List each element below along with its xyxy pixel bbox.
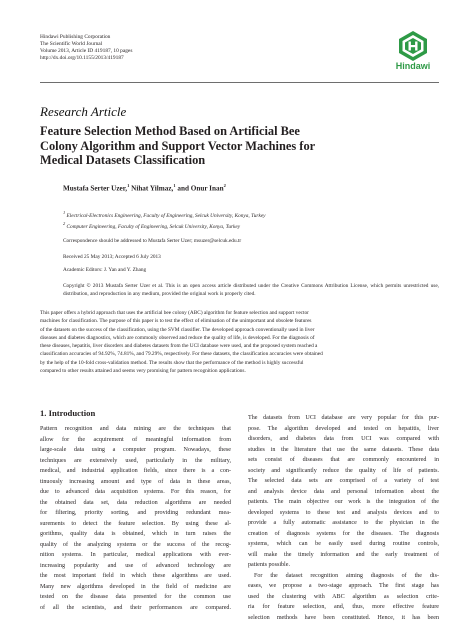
hindawi-logo-text: Hindawi (395, 61, 431, 71)
affiliations (63, 209, 266, 231)
abstract (40, 309, 439, 375)
author-affil-mark: 2 (223, 183, 226, 188)
title-line: Colony Algorithm and Support Vector Machines for (40, 138, 316, 153)
author-list (63, 183, 226, 192)
copyright-notice: Copyright © 2013 Mustafa Serter Uzer et al. This is an open access article distributed under the Creative Commons Attribution License, which permits unrestricted use, distribution, and reproduction in any medium, provided the original work is properly cited. (63, 283, 439, 297)
body-line: and analysis device data and personal information about the (248, 488, 439, 495)
body-line: allow for the acquirement of meaningful information from (40, 436, 231, 443)
body-line: large-scale data using a computer program. Nowadays, these (40, 447, 231, 453)
body-line: systems, which can be easily used during routine controls, (248, 541, 439, 547)
body-line: will make the timely information and the early treatment of (248, 551, 439, 558)
academic-editors: Academic Editors: J. Yan and Y. Zhang (63, 267, 147, 273)
body-line: of all the scientists, and their performances are compared. (40, 604, 231, 611)
affiliation-mark: 2 (63, 220, 66, 226)
article-type: Research Article (40, 104, 127, 119)
body-line: sets consist of diseases that are commonly encountered in (248, 457, 439, 463)
affiliation-line (63, 209, 266, 220)
abstract-line: of the datasets on the success of the classification, using the SVM classifier. The developed approach conventionally used in liver (40, 326, 315, 333)
abstract-line: these diseases, hepatitis, liver disorders and diabetes datasets from the UCI database were used, and the proposed system reached a (40, 343, 318, 350)
author-name: Nihat Yilmaz, (129, 184, 174, 193)
affiliation-line (63, 220, 266, 231)
body-line: ria for feature selection, and, thus, more effective feature (248, 604, 439, 610)
title-line: Feature Selection Method Based on Artificial Bee (40, 124, 300, 138)
body-line: tinuously increasing amount and type of data in these areas, (40, 478, 231, 485)
body-line: eases, we propose a two-stage approach. The first stage has (248, 583, 439, 589)
correspondence: Correspondence should be addressed to Mustafa Serter Uzer; msuzer@selcuk.edu.tr (63, 238, 242, 244)
author-affil-mark: 1 (173, 183, 176, 188)
body-line: the most important field in which these algorithms are used. (40, 573, 231, 579)
abstract-line: diseases and diabetes diagnostics, which are commonly observed and reduce the quality of life, is developed. For the diagnosis of (40, 334, 315, 341)
body-line: nition systems. In particular, medical applications with ever- (40, 552, 231, 558)
volume-info: Volume 2013, Article ID 419187, 10 pages (40, 48, 133, 54)
body-line: creation of diagnosis systems for the diseases. The diagnosis (248, 530, 439, 537)
body-line: techniques are extensively used, particularly in the military, (40, 457, 231, 464)
hindawi-logo (387, 30, 439, 71)
header-divider (40, 82, 439, 83)
author-name: and Onur Inan (175, 184, 224, 193)
received-accepted-dates: Received 25 May 2013; Accepted 6 July 2013 (63, 254, 161, 260)
body-line: For the dataset recognition aiming diagnosis of the dis- (254, 572, 439, 579)
body-line: medical, and industrial application fields, since there is a con- (40, 468, 231, 474)
body-line: surements to detect the feature selection. By using these al- (40, 520, 231, 527)
body-line: disorders, and diabetes data from UCI was compared with (248, 436, 439, 442)
author-name: Mustafa Serter Uzer, (63, 184, 128, 193)
body-line: The datasets from UCI database are very popular for this pur- (248, 415, 439, 421)
section-heading: 1. Introduction (40, 408, 96, 418)
abstract-line: by the help of the 10-fold cross-validation method. The results show that the performance of the method is highly successful (40, 359, 304, 366)
body-line: the obtained data set, data reduction algorithms are needed (40, 499, 231, 506)
body-line: developed systems to these test and analysis devices and to (248, 509, 439, 516)
affiliation-mark: 1 (63, 210, 66, 215)
body-line: Many new algorithms developed in the field of medicine are (40, 583, 231, 590)
body-line: due to advanced data acquisition systems. For this reason, for (40, 489, 231, 495)
abstract-line: This paper offers a hybrid approach that uses the artificial bee colony (ABC) algorithm for feature selection and support vector (40, 310, 309, 316)
doi-link[interactable]: http://dx.doi.org/10.1155/2013/419187 (40, 55, 124, 61)
publisher-name: Hindawi Publishing Corporation (40, 34, 111, 40)
body-line: studies in the literature that use the same datasets. These data (248, 446, 439, 453)
journal-name: The Scientific World Journal (40, 41, 103, 47)
body-line: increasing popularity and use of advanced technology are (40, 562, 231, 569)
body-line: pose. The algorithm developed and tested on hepatitis, liver (248, 425, 439, 432)
abstract-line: machines for classification. The purpose of this paper is to test the effect of elimination of the unimportant and obsolete features (40, 318, 312, 325)
body-line: quality of the analyzing systems or the success of the recog- (40, 541, 231, 548)
affiliation-text: Computer Engineering, Faculty of Engineering, Selcuk University, Konya, Turkey (65, 223, 241, 230)
left-column (40, 424, 231, 613)
body-line: provide a fully automatic assistance to the physician in the (248, 520, 439, 526)
body-line: The selected data sets are comprised of a variety of test (248, 478, 439, 484)
body-line: patients possible. (248, 562, 290, 568)
body-line: tested on the disease data presented for the common use (40, 594, 231, 600)
body-line: patients. The main objective our work is the integration of the (248, 499, 439, 505)
body-line: selection methods have been constituted. Hence, it has been (248, 614, 439, 621)
body-line: gorithms, quality data is obtained, which in turn raises the (40, 531, 231, 537)
paper-title (40, 124, 400, 168)
title-line: Medical Datasets Classification (40, 153, 206, 168)
abstract-line: compared to other results attained and seems very promising for pattern recognition applications. (40, 368, 246, 375)
body-line: used the clustering with ABC algorithm as selection crite- (248, 593, 439, 600)
right-column (248, 413, 439, 623)
body-line: society and significantly reduce the quality of life of patients. (248, 467, 439, 474)
body-line: Pattern recognition and data mining are the techniques that (40, 426, 231, 432)
publisher-info (40, 34, 132, 62)
body-line: for filtering, priority sorting, and providing redundant mea- (40, 510, 231, 516)
hindawi-logo-icon (396, 30, 430, 62)
affiliation-text: Electrical-Electronics Engineering, Faculty of Engineering, Selcuk University, Konya, Turkey (65, 212, 266, 219)
author-affil-mark: 1 (127, 183, 130, 188)
abstract-line: classification accuracies of 94.92%, 74.81%, and 79.29%, respectively. For these datasets, the classification accuracies were obtained (40, 351, 323, 358)
